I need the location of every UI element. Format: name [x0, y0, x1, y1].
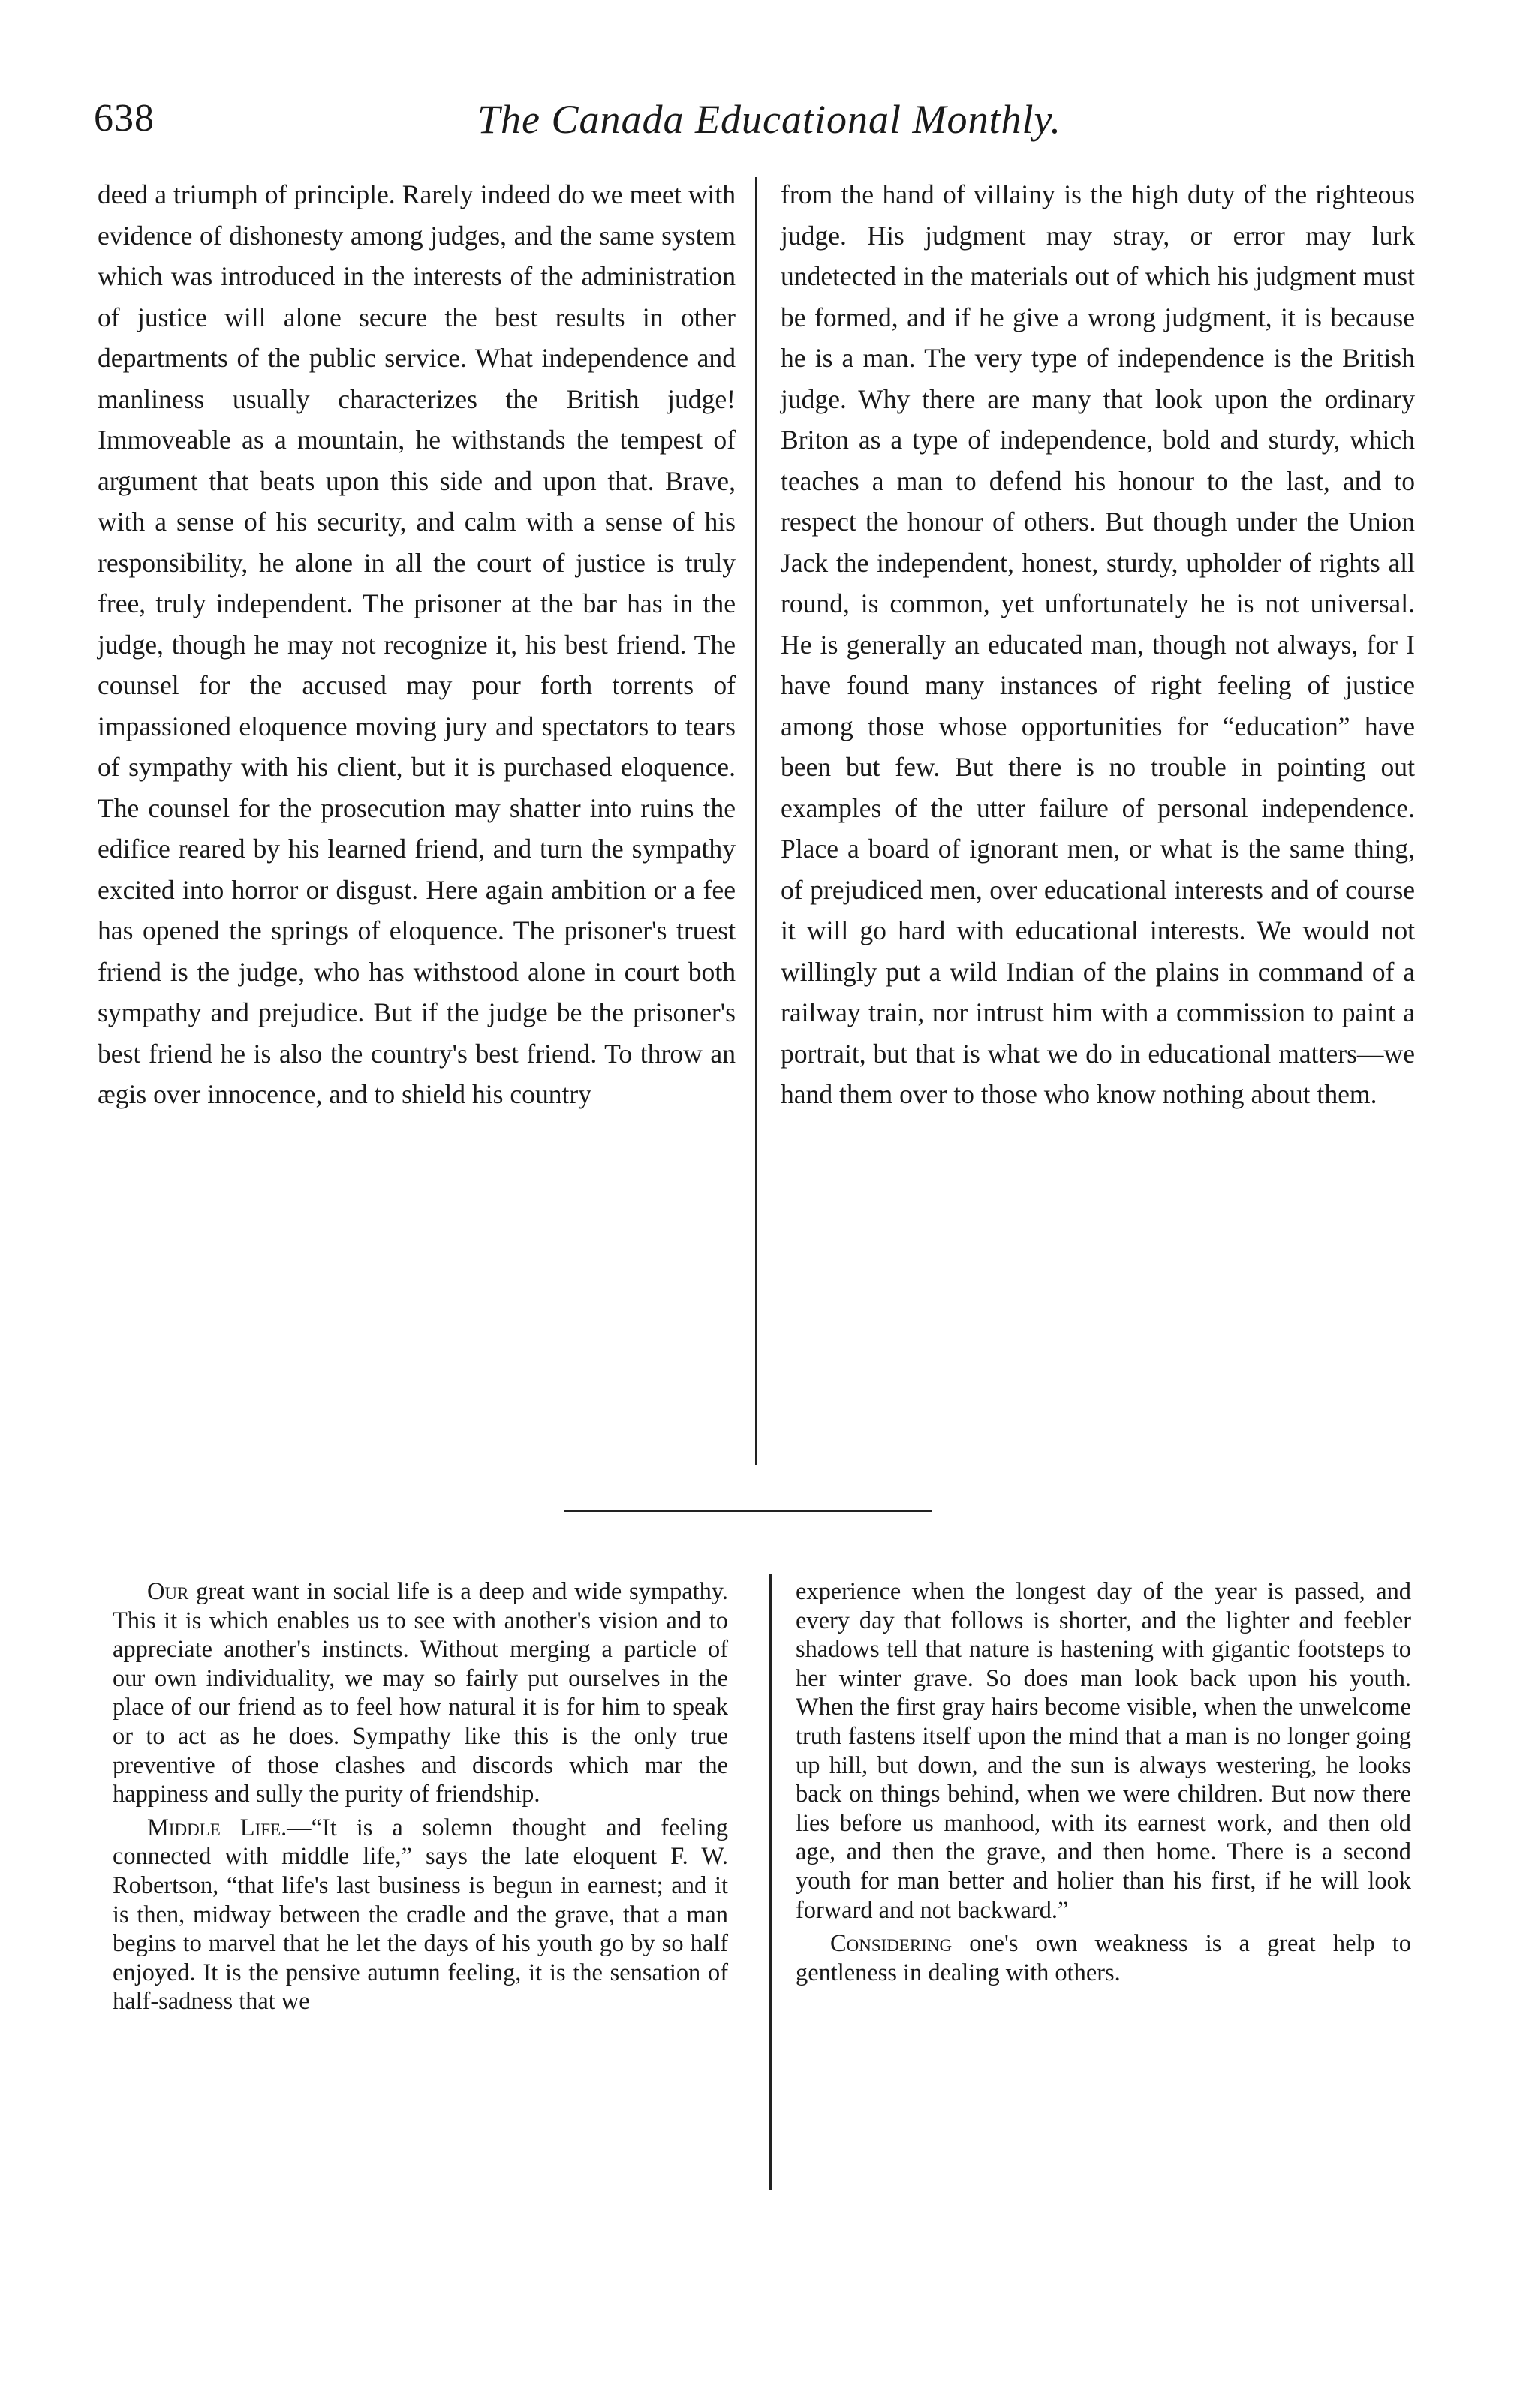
article-left-text: deed a triumph of principle. Rarely indeed do we meet with evidence of dishonesty among judges, and the same system which was introduced in the interests of the administration of justice will alone secure the best results in other departments of the public service. What independence and manliness usually characterizes the British judge! Immoveable as a mountain, he withstands the tempest of argument that beats upon this side and upon that. Brave, with a sense of his security, and calm with a sense of his responsibility, he alone in all the court of justice is truly free, truly independent. The prisoner at the bar has in the judge, though he may not recognize it, his best friend. The counsel for the accused may pour forth torrents of impassioned eloquence moving jury and spectators to tears of sympathy with his client, but it is purchased eloquence. The counsel for the prosecution may shatter into ruins the edifice reared by his learned friend, and turn the sympathy excited into horror or disgust. Here again ambition or a fee has opened the springs of eloquence. The prisoner's truest friend is the judge, who has withstood alone in court both sympathy and prejudice. But if the judge be the prisoner's best friend he is also the country's best friend. To throw an ægis over innocence, and to shield his country	[98, 179, 736, 1109]
page-number: 638	[94, 97, 155, 140]
notes-right-column	[796, 1577, 1411, 1992]
article-right-column	[781, 174, 1415, 1115]
sympathy-lead: Our	[147, 1578, 189, 1605]
section-divider	[564, 1510, 932, 1512]
page-header	[94, 96, 1430, 156]
notes-left-column	[113, 1577, 728, 2021]
sympathy-text: great want in social life is a deep and wide sympathy. This it is which enables us to see with another's vision and to appreciate another's instincts. Without merging a particle of our own individuality, we may so fairly put ourselves in the place of our friend as to feel how natural it is for him to speak or to act as he does. Sympathy like this is the only true preventive of those clashes and discords which mar the happiness and sully the purity of friendship.	[113, 1578, 728, 1808]
sympathy-paragraph	[113, 1577, 728, 1809]
considering-lead: Considering	[830, 1930, 953, 1958]
considering-paragraph	[796, 1929, 1411, 1987]
middle-life-heading: Middle Life.	[147, 1814, 287, 1841]
middle-life-paragraph	[113, 1814, 728, 2016]
journal-title: The Canada Educational Monthly.	[477, 97, 1061, 142]
article-right-text: from the hand of villainy is the high duty of the righteous judge. His judgment may stray, or error may lurk undetected in the materials out of which his judgment must be formed, and if he give a wrong judgment, it is because he is a man. The very type of independence is the British judge. Why there are many that look upon the ordinary Briton as a type of independence, bold and sturdy, which teaches a man to defend his honour to the last, and to respect the honour of others. But though under the Union Jack the independent, honest, sturdy, upholder of rights all round, is common, yet unfortunately he is not universal. He is generally an educated man, though not always, for I have found many instances of right feeling of justice among those whose opportunities for “education” have been but few. But there is no trouble in pointing out examples of the utter failure of personal independence. Place a board of ignorant men, or what is the same thing, of prejudiced men, over educational interests and of course it will go hard with educational interests. We would not willingly put a wild Indian of the plains in command of a railway train, nor intrust him with a commission to paint a portrait, but that is what we do in educational matters—we hand them over to those who know nothing about them.	[781, 179, 1415, 1109]
column-divider-bottom	[769, 1574, 772, 2190]
article-left-column	[98, 174, 736, 1115]
column-divider-top	[755, 177, 757, 1465]
middle-life-continued: experience when the longest day of the year is passed, and every day that follows is shorter, and the lighter and feebler shadows tell that nature is hastening with gigantic footsteps to her winter grave. So does man look back upon his youth. When the first gray hairs become visible, when the unwelcome truth fastens itself upon the mind that a man is no longer going up hill, but down, and the sun is always westering, he looks back on things behind, when we were children. But now there lies before us manhood, with its earnest work, and then old age, and then the grave, and then home. There is a second youth for man better and holier than his first, if he will look forward and not backward.”	[796, 1578, 1411, 1924]
middle-life-text: —“It is a solemn thought and feeling connected with middle life,” says the late eloquent F. W. Robertson, “that life's last business is begun in earnest; and it is then, midway between the cradle and the grave, that a man begins to marvel that he let the days of his youth go by so half enjoyed. It is the pensive autumn feeling, it is the sensation of half-sadness that we	[113, 1814, 728, 2016]
considering-text: one's own weakness is a great help to gentleness in dealing with others.	[796, 1930, 1411, 1986]
